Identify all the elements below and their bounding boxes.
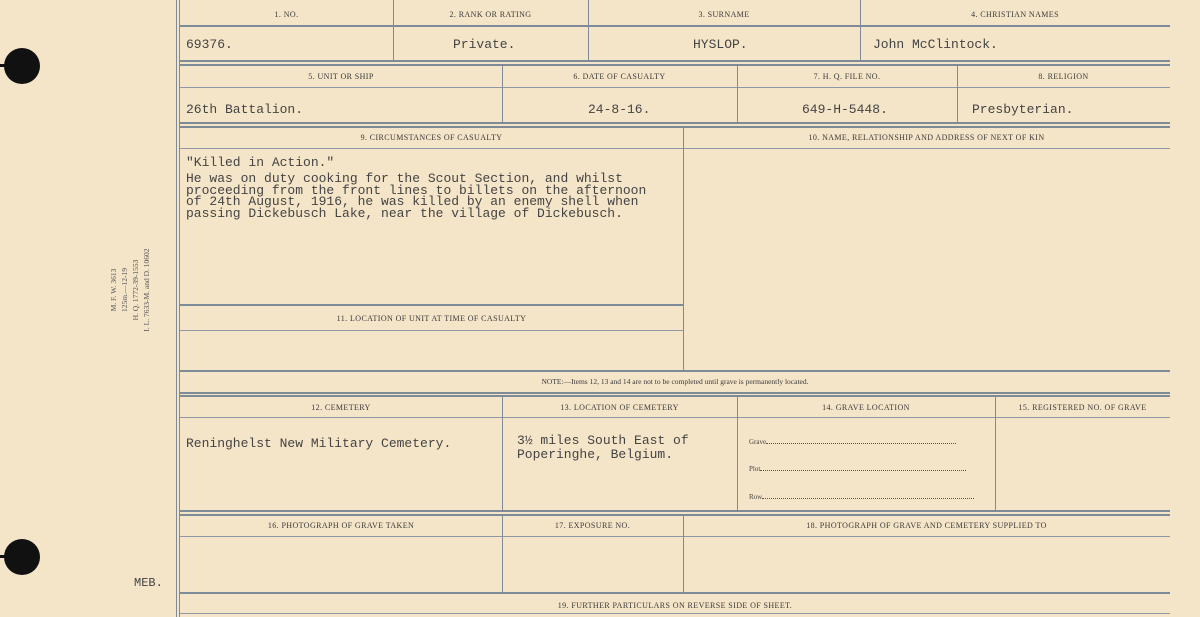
divider [995, 395, 996, 510]
divider [180, 330, 683, 331]
stamp-line: 125m.—12-19 [120, 268, 129, 312]
footer-note: 19. FURTHER PARTICULARS ON REVERSE SIDE OF SHEET. [557, 601, 793, 610]
plot-field-label: Plot [749, 465, 761, 473]
value-unit: 26th Battalion. [186, 102, 304, 117]
label-no: 1. NO. [274, 10, 299, 19]
divider [393, 0, 394, 60]
grave-field [749, 438, 956, 446]
divider [180, 613, 1170, 614]
label-christian-names: 4. CHRISTIAN NAMES [971, 10, 1059, 19]
value-christian-names: John McClintock. [873, 37, 998, 52]
label-registered-no: 15. REGISTERED NO. OF GRAVE [1018, 403, 1147, 412]
value-file-no: 649-H-5448. [802, 102, 888, 117]
divider [180, 510, 1170, 512]
row-field-label: Row [749, 493, 763, 501]
divider [180, 122, 1170, 124]
label-location-unit: 11. LOCATION OF UNIT AT TIME OF CASUALTY [336, 314, 527, 323]
label-exposure-no: 17. EXPOSURE NO. [554, 521, 631, 530]
divider [588, 0, 589, 60]
form-stamp [108, 235, 152, 345]
label-surname: 3. SURNAME [698, 10, 750, 19]
divider [180, 64, 1170, 66]
punch-hole-mark [0, 64, 12, 67]
circumstances-heading: "Killed in Action." [186, 155, 335, 170]
divider [180, 592, 1170, 594]
value-surname: HYSLOP. [693, 37, 748, 52]
label-grave-location: 14. GRAVE LOCATION [822, 403, 910, 412]
note: NOTE:—Items 12, 13 and 14 are not to be completed until grave is permanently located. [541, 377, 809, 386]
divider [180, 60, 1170, 62]
label-cemetery: 12. CEMETERY [311, 403, 371, 412]
label-photo-taken: 16. PHOTOGRAPH OF GRAVE TAKEN [267, 521, 415, 530]
divider [176, 0, 177, 617]
value-cemetery-location: 3½ miles South East of Poperinghe, Belgium. [517, 433, 689, 462]
label-date: 6. DATE OF CASUALTY [573, 72, 666, 81]
divider [502, 395, 503, 510]
divider [180, 126, 1170, 128]
divider [180, 417, 1170, 418]
plot-field [749, 465, 966, 473]
divider [180, 395, 1170, 397]
divider [180, 87, 1170, 88]
divider [180, 370, 1170, 372]
circumstances-text: He was on duty cooking for the Scout Section, and whilst proceeding from the front lines to billets on the afternoon of 24th August, 1916, he was killed by an enemy shell when passing Dickebusch Lake, near the village of Dickebusch. [186, 171, 647, 221]
label-photo-supplied: 18. PHOTOGRAPH OF GRAVE AND CEMETERY SUPPLIED TO [806, 521, 1047, 530]
initials: MEB. [134, 576, 163, 590]
divider [180, 304, 683, 306]
stamp-line: I. L. 7633-M. and D. 10602 [142, 248, 151, 332]
divider [180, 25, 1170, 27]
stamp-line: H. Q. 1772-39-1553 [131, 259, 140, 321]
punch-hole-mark [0, 555, 12, 558]
value-no: 69376. [186, 37, 233, 52]
divider [737, 395, 738, 510]
stamp-line: M. F. W. 3613 [109, 268, 118, 312]
label-circumstances: 9. CIRCUMSTANCES OF CASUALTY [360, 133, 503, 142]
label-file-no: 7. H. Q. FILE NO. [813, 72, 881, 81]
grave-field-label: Grave [749, 438, 767, 446]
value-rank: Private. [453, 37, 516, 52]
label-unit: 5. UNIT OR SHIP [308, 72, 374, 81]
label-religion: 8. RELIGION [1038, 72, 1089, 81]
value-cemetery: Reninghelst New Military Cemetery. [186, 436, 452, 451]
divider [180, 536, 1170, 537]
label-cemetery-location: 13. LOCATION OF CEMETERY [560, 403, 679, 412]
value-date: 24-8-16. [588, 102, 651, 117]
divider [180, 514, 1170, 516]
divider [683, 126, 684, 370]
divider [860, 0, 861, 60]
row-field [749, 493, 974, 501]
divider [180, 148, 1170, 149]
value-religion: Presbyterian. [972, 102, 1074, 117]
label-rank: 2. RANK OR RATING [449, 10, 532, 19]
label-next-of-kin: 10. NAME, RELATIONSHIP AND ADDRESS OF NEXT OF KIN [808, 133, 1045, 142]
divider [180, 392, 1170, 394]
